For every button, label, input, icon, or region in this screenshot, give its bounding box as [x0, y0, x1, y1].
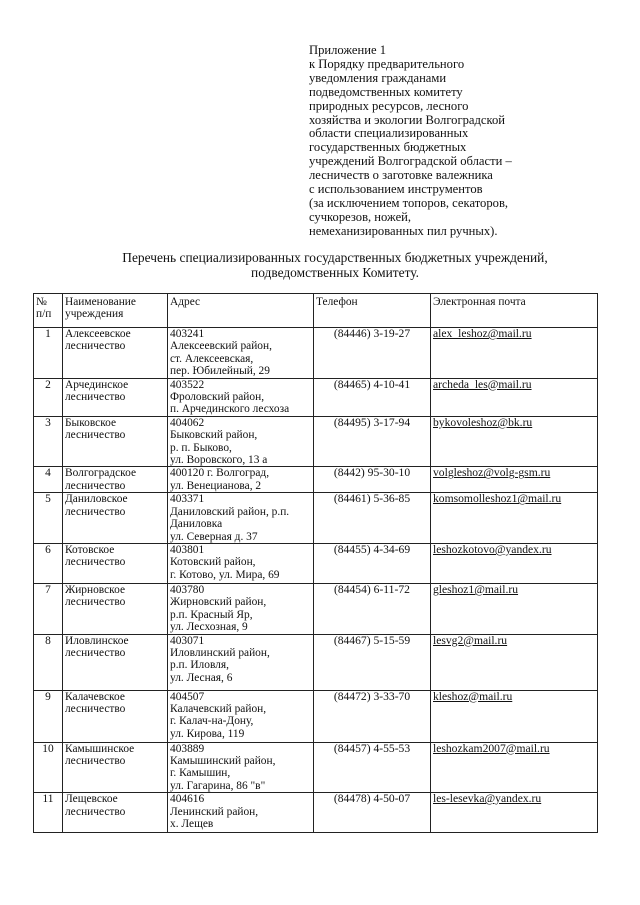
address-cell: [168, 378, 314, 416]
email-cell: [431, 328, 598, 379]
phone-number: (84478) 4-50-07: [314, 793, 431, 833]
address-cell: [168, 583, 314, 634]
header-address: Адрес: [168, 294, 314, 328]
address-cell: [168, 634, 314, 690]
phone-number: (84472) 3-33-70: [314, 690, 431, 742]
appendix-line: к Порядку предварительного: [309, 56, 465, 71]
address-line: р.п. Красный Яр,: [170, 608, 253, 621]
table-row: [34, 416, 598, 467]
address-line: ул. Лесхозная, 9: [170, 621, 248, 634]
appendix-line: сучкорезов, ножей,: [309, 209, 412, 224]
row-number: 1: [34, 328, 63, 379]
phone-number: (84446) 3-19-27: [314, 328, 431, 379]
email-cell: [431, 467, 598, 493]
appendix-line: Приложение 1: [309, 43, 387, 57]
address-cell: [168, 793, 314, 833]
header-number: [34, 294, 63, 328]
address-cell: [168, 543, 314, 583]
email-link[interactable]: les-lesevka@yandex.ru: [433, 792, 542, 806]
email-cell: [431, 634, 598, 690]
table-row: [34, 493, 598, 544]
phone-number: (84495) 3-17-94: [314, 416, 431, 467]
header-number-line-1: №: [36, 296, 47, 308]
email-cell: [431, 543, 598, 583]
address-line: 403241: [170, 328, 205, 340]
phone-number: (84455) 4-34-69: [314, 543, 431, 583]
address-line: 404062: [170, 416, 205, 429]
phone-number: (8442) 95-30-10: [314, 467, 431, 493]
table-row: [34, 634, 598, 690]
address-line: 403522: [170, 378, 205, 391]
row-number: 10: [34, 742, 63, 793]
email-link[interactable]: leshozkam2007@mail.ru: [433, 741, 550, 755]
header-name-line-2: учреждения: [65, 308, 124, 321]
address-line: Алексеевский район,: [170, 340, 272, 353]
address-line: ст. Алексеевская,: [170, 352, 254, 365]
address-cell: [168, 416, 314, 467]
table-row: [34, 328, 598, 379]
phone-number: (84457) 4-55-53: [314, 742, 431, 793]
address-line: 403371: [170, 493, 205, 506]
title-line-2: подведомственных Комитету.: [251, 265, 419, 280]
appendix-line: области специализированных: [309, 126, 469, 141]
address-line: Жирновский район,: [170, 596, 267, 609]
header-name-line-1: Наименование: [65, 296, 136, 308]
institution-name: Лещевское лесничество: [63, 793, 168, 833]
row-number: 3: [34, 416, 63, 467]
table-row: [34, 742, 598, 793]
email-cell: [431, 583, 598, 634]
address-line: х. Лещев: [170, 817, 214, 830]
title-line-1: Перечень специализированных государственных бюджетных учреждений,: [122, 250, 548, 265]
institution-name: Котовское лесничество: [63, 543, 168, 583]
address-line: пер. Юбилейный, 29: [170, 365, 270, 378]
address-line: р. п. Быково,: [170, 441, 232, 454]
institution-name: Калачевское лесничество: [63, 690, 168, 742]
email-link[interactable]: archeda_les@mail.ru: [433, 377, 532, 391]
institution-name: Иловлинское лесничество: [63, 634, 168, 690]
table-row: [34, 467, 598, 493]
appendix-line: уведомления гражданами: [309, 70, 447, 85]
address-cell: [168, 493, 314, 544]
appendix-line: подведомственных комитету: [309, 84, 463, 99]
header-number-line-2: п/п: [36, 308, 52, 321]
header-name: [63, 294, 168, 328]
appendix-line: с использованием инструментов: [309, 182, 483, 197]
address-line: Калачевский район,: [170, 702, 267, 715]
appendix-line: государственных бюджетных: [309, 140, 467, 155]
email-link[interactable]: volgleshoz@volg-gsm.ru: [433, 466, 551, 480]
address-cell: [168, 328, 314, 379]
email-cell: [431, 742, 598, 793]
appendix-note: [309, 44, 609, 239]
row-number: 2: [34, 378, 63, 416]
table-row: [34, 543, 598, 583]
appendix-line: учреждений Волгоградской области –: [309, 154, 512, 169]
address-line: Камышинский район,: [170, 754, 276, 767]
email-link[interactable]: lesvg2@mail.ru: [433, 633, 508, 647]
address-line: Даниловка: [170, 518, 223, 531]
address-line: 403889: [170, 742, 205, 755]
address-line: г. Калач-на-Дону,: [170, 715, 254, 728]
address-cell: [168, 742, 314, 793]
table-body: [34, 328, 598, 833]
address-line: 404507: [170, 690, 205, 703]
appendix-line: лесничеств о заготовке валежника: [309, 168, 493, 183]
email-link[interactable]: bykovoleshoz@bk.ru: [433, 415, 533, 429]
email-cell: [431, 493, 598, 544]
institution-name: Арчединское лесничество: [63, 378, 168, 416]
email-link[interactable]: alex_leshoz@mail.ru: [433, 327, 532, 340]
address-line: Котовский район,: [170, 556, 256, 569]
table-row: [34, 793, 598, 833]
forestry-registry-table: [33, 293, 598, 833]
address-line: Иловлинский район,: [170, 646, 270, 659]
row-number: 11: [34, 793, 63, 833]
address-line: ул. Гагарина, 86 "в": [170, 779, 266, 792]
row-number: 5: [34, 493, 63, 544]
row-number: 7: [34, 583, 63, 634]
email-cell: [431, 378, 598, 416]
table-header-row: [34, 294, 598, 328]
address-line: г. Котово, ул. Мира, 69: [170, 568, 280, 581]
address-line: ул. Кирова, 119: [170, 727, 245, 740]
email-cell: [431, 690, 598, 742]
institution-name: Камышинское лесничество: [63, 742, 168, 793]
phone-number: (84461) 5-36-85: [314, 493, 431, 544]
address-line: ул. Лесная, 6: [170, 671, 233, 684]
document-title: [50, 250, 620, 280]
address-line: Ленинский район,: [170, 805, 259, 818]
institution-name: Быковское лесничество: [63, 416, 168, 467]
row-number: 4: [34, 467, 63, 493]
address-line: Даниловский район, р.п.: [170, 505, 290, 518]
institution-name: Жирновское лесничество: [63, 583, 168, 634]
appendix-line: (за исключением топоров, секаторов,: [309, 195, 509, 210]
address-line: ул. Воровского, 13 а: [170, 454, 268, 467]
email-link[interactable]: komsomolleshoz1@mail.ru: [433, 492, 562, 506]
address-line: 404616: [170, 793, 205, 806]
institution-name: Даниловское лесничество: [63, 493, 168, 544]
address-line: г. Камышин,: [170, 767, 231, 780]
appendix-line: немеханизированных пил ручных).: [309, 223, 498, 238]
email-cell: [431, 793, 598, 833]
email-link[interactable]: gleshoz1@mail.ru: [433, 582, 519, 596]
header-phone: Телефон: [314, 294, 431, 328]
address-cell: [168, 690, 314, 742]
phone-number: (84465) 4-10-41: [314, 378, 431, 416]
table-row: [34, 583, 598, 634]
address-line: 403780: [170, 583, 205, 596]
phone-number: (84467) 5-15-59: [314, 634, 431, 690]
email-link[interactable]: kleshoz@mail.ru: [433, 689, 513, 703]
email-link[interactable]: leshozkotovo@yandex.ru: [433, 542, 552, 556]
appendix-line: природных ресурсов, лесного: [309, 98, 469, 113]
phone-number: (84454) 6-11-72: [314, 583, 431, 634]
institution-name: Волгоградское лесничество: [63, 467, 168, 493]
address-line: ул. Северная д. 37: [170, 530, 258, 543]
address-line: р.п. Иловля,: [170, 659, 229, 672]
address-line: Быковский район,: [170, 429, 258, 442]
address-line: 403801: [170, 543, 205, 556]
address-line: ул. Венецианова, 2: [170, 479, 262, 492]
table-row: [34, 690, 598, 742]
email-cell: [431, 416, 598, 467]
appendix-line: хозяйства и экологии Волгоградской: [309, 112, 506, 127]
institution-name: Алексеевское лесничество: [63, 328, 168, 379]
address-line: 403071: [170, 634, 205, 647]
address-cell: [168, 467, 314, 493]
address-line: Фроловский район,: [170, 391, 265, 404]
row-number: 6: [34, 543, 63, 583]
table-row: [34, 378, 598, 416]
header-email: Электронная почта: [431, 294, 598, 328]
row-number: 8: [34, 634, 63, 690]
address-line: п. Арчединского лесхоза: [170, 403, 290, 416]
address-line: 400120 г. Волгоград,: [170, 467, 270, 480]
row-number: 9: [34, 690, 63, 742]
